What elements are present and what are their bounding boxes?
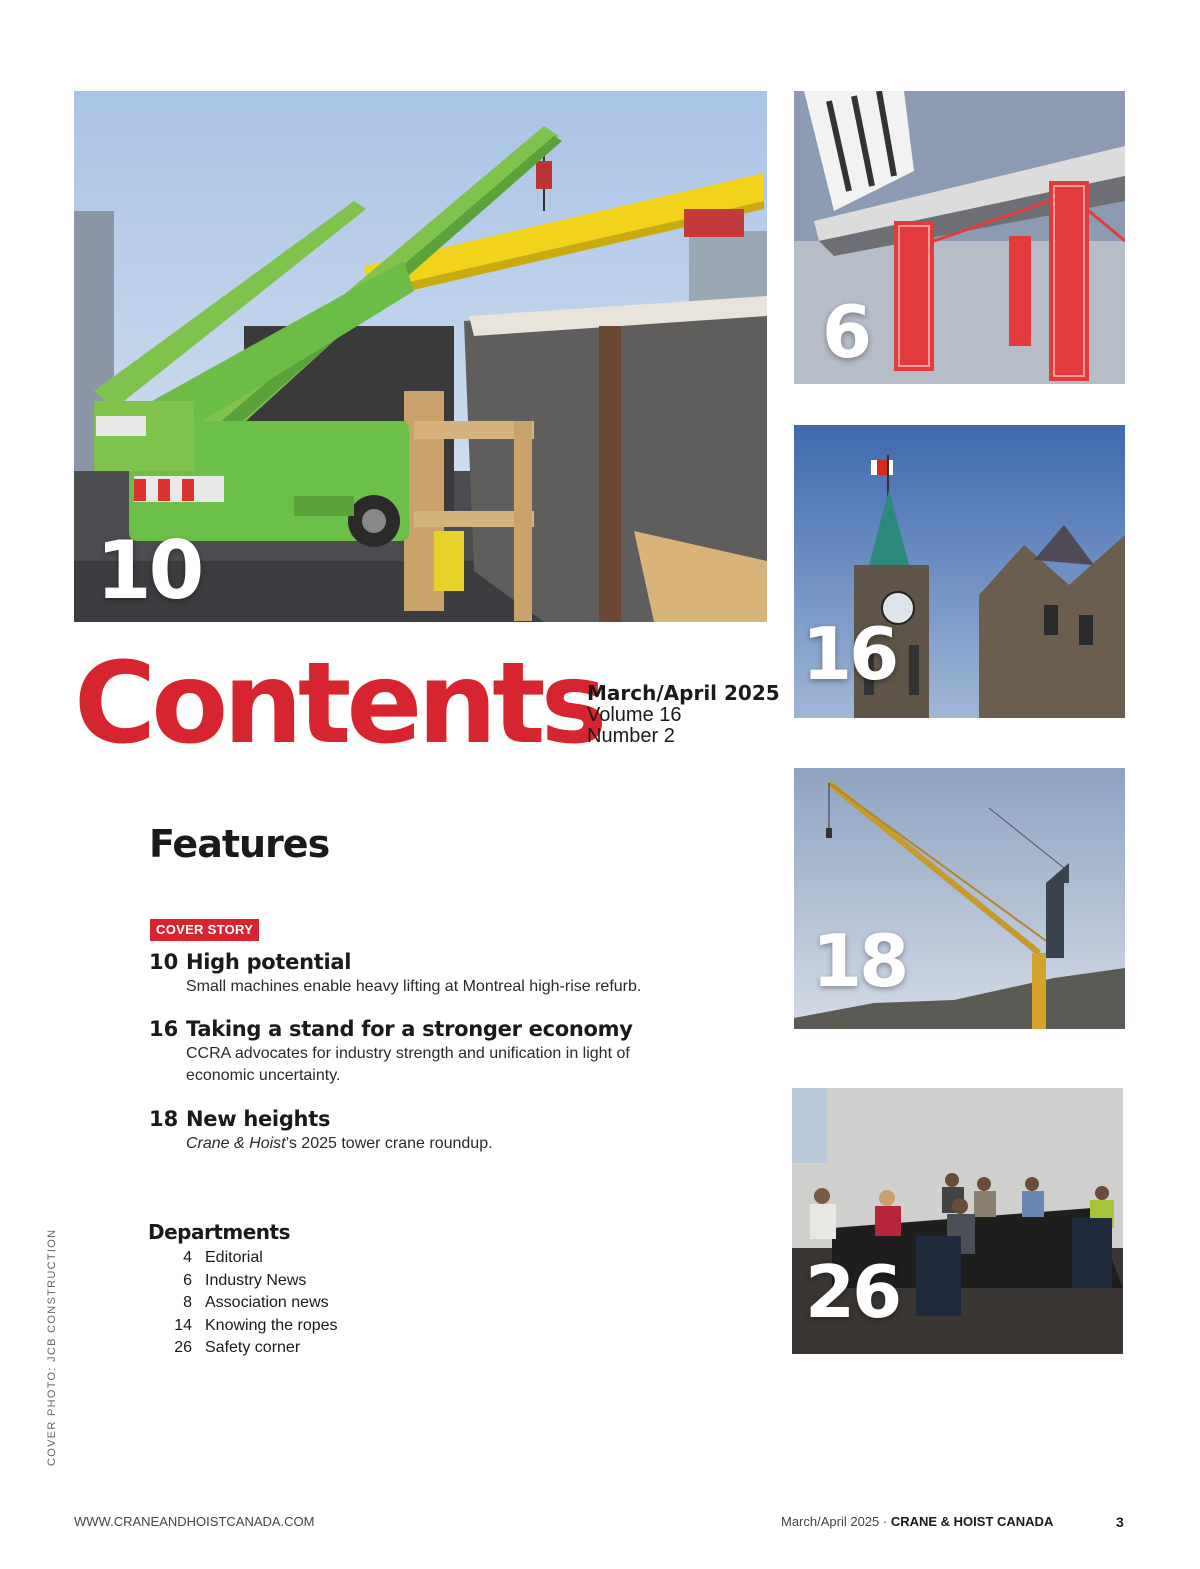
department-page-number: 6 <box>183 1271 192 1289</box>
contents-title: Contents <box>74 639 603 769</box>
features-heading: Features <box>149 822 330 866</box>
cover-photo-credit: COVER PHOTO: JCB CONSTRUCTION <box>46 1228 58 1466</box>
photo-page-number-18: 18 <box>812 919 907 1003</box>
department-label[interactable]: Association news <box>205 1294 329 1311</box>
feature-description-rest: ’s 2025 tower crane roundup. <box>285 1135 493 1152</box>
issue-number: Number 2 <box>587 725 675 748</box>
department-label[interactable]: Industry News <box>205 1271 307 1289</box>
feature-description <box>186 1133 669 1155</box>
cover-story-badge: COVER STORY <box>150 919 259 941</box>
feature-photo-18[interactable] <box>794 768 1125 1029</box>
feature-photo-26[interactable] <box>792 1088 1123 1354</box>
department-item[interactable] <box>160 1292 338 1315</box>
issue-info <box>587 683 780 748</box>
photo-page-number-26: 26 <box>805 1250 900 1334</box>
departments-list <box>160 1247 338 1360</box>
department-page-number: 14 <box>174 1316 192 1334</box>
feature-page-number: 18 <box>149 1107 179 1131</box>
department-page-number: 26 <box>174 1339 192 1356</box>
feature-photo-6[interactable] <box>794 91 1125 384</box>
footer-website-link[interactable]: WWW.CRANEANDHOISTCANADA.COM <box>74 1514 315 1529</box>
footer-page-number: 3 <box>1116 1514 1124 1530</box>
feature-description-italic: Crane & Hoist <box>186 1135 286 1152</box>
feature-item[interactable] <box>149 1017 669 1087</box>
feature-title[interactable]: Taking a stand for a stronger economy <box>186 1017 633 1041</box>
issue-volume: Volume 16 <box>587 703 682 726</box>
department-item[interactable] <box>160 1247 338 1270</box>
department-label[interactable]: Editorial <box>205 1249 263 1266</box>
footer-issue-date: March/April 2025 · <box>781 1514 891 1529</box>
feature-item[interactable] <box>149 1107 669 1155</box>
feature-title[interactable]: New heights <box>186 1107 331 1131</box>
department-page-number: 8 <box>183 1294 192 1311</box>
photo-page-number-16: 16 <box>802 612 897 696</box>
feature-title[interactable]: High potential <box>186 950 352 974</box>
department-label[interactable]: Safety corner <box>205 1339 301 1356</box>
issue-date: March/April 2025 <box>587 681 780 705</box>
feature-item[interactable] <box>149 950 669 998</box>
feature-description: CCRA advocates for industry strength and unification in light of economic uncertainty. <box>186 1045 630 1084</box>
department-item[interactable] <box>160 1315 338 1338</box>
department-item[interactable] <box>160 1337 338 1360</box>
footer-issue-info <box>781 1514 1053 1529</box>
photo-page-number-6: 6 <box>822 290 870 374</box>
departments-heading: Departments <box>148 1220 291 1244</box>
department-label[interactable]: Knowing the ropes <box>205 1316 338 1334</box>
department-item[interactable] <box>160 1270 338 1293</box>
feature-photo-16[interactable] <box>794 425 1125 718</box>
department-page-number: 4 <box>183 1249 192 1266</box>
cover-photo-page-number: 10 <box>96 524 202 617</box>
footer-magazine-name: CRANE & HOIST CANADA <box>890 1514 1054 1529</box>
feature-description: Small machines enable heavy lifting at Montreal high-rise refurb. <box>186 978 642 995</box>
feature-page-number: 16 <box>149 1017 179 1041</box>
feature-page-number: 10 <box>149 950 179 974</box>
cover-photo[interactable] <box>74 91 767 622</box>
